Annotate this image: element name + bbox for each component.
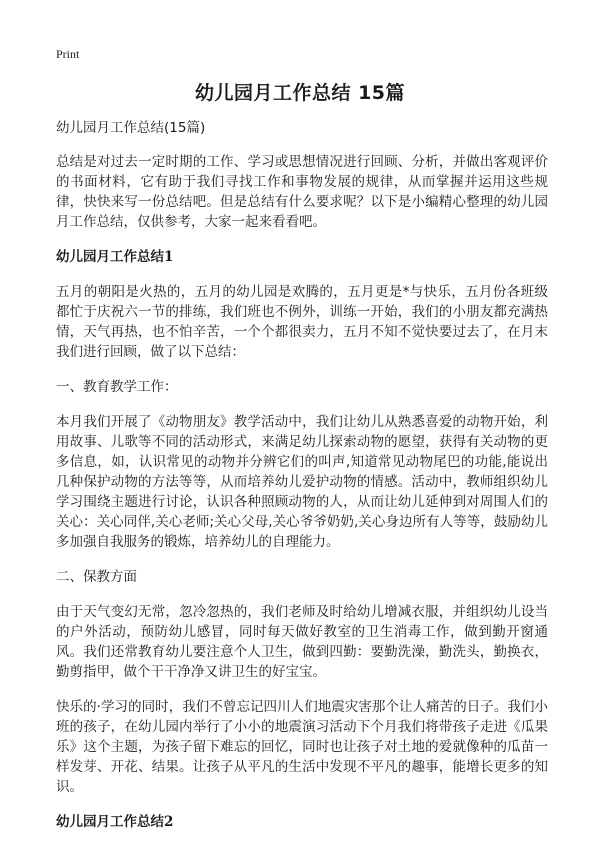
subsection-heading-care: 二、保教方面 xyxy=(56,569,137,585)
section1-paragraph: 五月的朝阳是火热的，五月的幼儿园是欢腾的，五月更是*与快乐，五月份各班级都忙于庆祝六一节的排练，我们班也不例外，训练一开始，我们的小朋友都充满热情，天气再热，也不怕辛苦，一个个都很卖力，五月不知不觉快要过去了，在月末我们进行回顾，做了以下总结： xyxy=(56,284,548,360)
section-heading-1: 幼儿园月工作总结1 xyxy=(56,249,174,265)
intro-paragraph: 总结是对过去一定时期的工作、学习或思想情况进行回顾、分析，并做出客观评价的书面材料，它有助于我们寻找工作和事物发展的规律，从而掌握并运用这些规律，快快来写一份总结吧。但是总结有什么要求呢？以下是小编精心整理的幼儿园月工作总结，仅供参考，大家一起来看看吧。 xyxy=(56,154,548,230)
document-body xyxy=(56,118,548,847)
subsection-heading-teaching: 一、教育教学工作： xyxy=(56,379,178,395)
page-title: 幼儿园月工作总结 15篇 xyxy=(194,82,406,104)
care-paragraph-1: 由于天气变幻无常，忽冷忽热的，我们老师及时给幼儿增减衣服，并组织幼儿设当的户外活动，预防幼儿感冒，同时每天做好教室的卫生消毒工作，做到勤开窗通风。我们还常教育幼儿要注意个人卫生，做到四勤：要勤洗澡，勤洗头，勤换衣，勤剪指甲，做个干干净净又讲卫生的好宝宝。 xyxy=(56,604,548,680)
care-paragraph-2: 快乐的·学习的同时，我们不曾忘记四川人们地震灾害那个让人痛苦的日子。我们小班的孩子，在幼儿园内举行了小小的地震演习活动下个月我们将带孩子走进《瓜果乐》这个主题，为孩子留下难忘的回忆，同时也让孩子对土地的爱就像种的瓜苗一样发芽、开花、结果。让孩子从平凡的生活中发现不平凡的趣事，能增长更多的知识。 xyxy=(56,699,548,795)
section-heading-2: 幼儿园月工作总结2 xyxy=(56,814,174,830)
print-link[interactable]: Print xyxy=(56,47,80,61)
document-subtitle: 幼儿园月工作总结(15篇) xyxy=(56,120,206,136)
teaching-paragraph: 本月我们开展了《动物朋友》教学活动中，我们让幼儿从熟悉喜爱的动物开始，利用故事、儿歌等不同的活动形式，来满足幼儿探索动物的愿望，获得有关动物的更多信息，如，认识常见的动物并分辨它们的叫声,知道常见动物尾巴的功能,能说出几种保护动物的方法等等，从而培养幼儿爱护动物的情感。活动中，教师组织幼儿学习围绕主题进行讨论，认识各种照顾动物的人，从而让幼儿延伸到对周围人们的关心：关心同伴,关心老师;关心父母,关心爷爷奶奶,关心身边所有人等等，鼓励幼儿多加强自我服务的锻炼，培养幼儿的自理能力。 xyxy=(56,414,548,550)
